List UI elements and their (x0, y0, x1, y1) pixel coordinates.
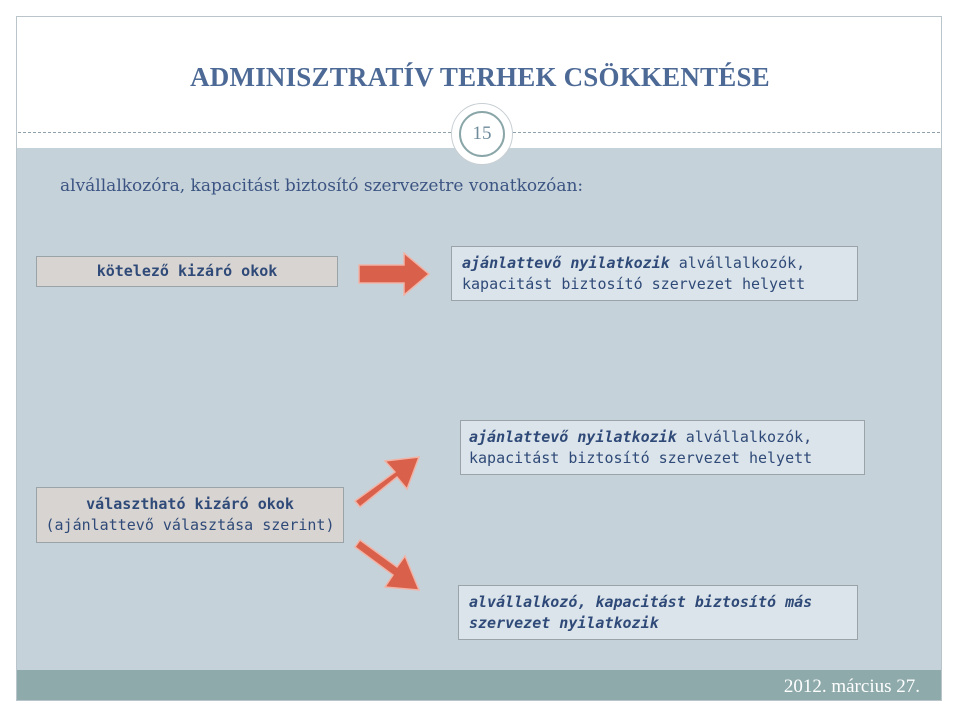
optional-exclusion-box (36, 487, 344, 543)
mandatory-exclusion-box (36, 256, 338, 287)
optional-result-b-line2: szervezet nyilatkozik (469, 614, 659, 632)
optional-result-a-line1 (469, 427, 854, 448)
title-divider-left (18, 132, 456, 133)
page-number: 15 (459, 111, 505, 157)
optional-exclusion-label: választható kizáró okok (86, 495, 294, 513)
arrow-up-right-icon (352, 450, 424, 514)
mandatory-result-line2: kapacitást biztosító szervezet helyett (462, 275, 806, 293)
optional-result-b-box (458, 585, 858, 640)
optional-result-a-rest: alvállalkozók, (685, 428, 813, 446)
mandatory-exclusion-label: kötelező kizáró okok (96, 262, 278, 280)
mandatory-result-emphasis: ajánlattevő nyilatkozik (462, 254, 670, 272)
slide-title: ADMINISZTRATÍV TERHEK CSÖKKENTÉSE (190, 62, 770, 92)
optional-exclusion-sublabel: (ajánlattevő választása szerint) (45, 516, 335, 534)
mandatory-result-line1 (462, 253, 847, 274)
arrow-right-icon (358, 252, 430, 296)
optional-result-a-emphasis: ajánlattevő nyilatkozik (469, 428, 677, 446)
optional-result-b-line1: alvállalkozó, kapacitást biztosító más (469, 593, 813, 611)
mandatory-result-box (451, 246, 858, 301)
mandatory-result-rest: alvállalkozók, (678, 254, 806, 272)
optional-result-a-line2: kapacitást biztosító szervezet helyett (469, 449, 813, 467)
footer-date: 2012. március 27. (783, 676, 920, 697)
arrow-down-right-icon (352, 536, 424, 596)
title-divider-right (508, 132, 940, 133)
optional-result-a-box (460, 420, 865, 475)
intro-text: alvállalkozóra, kapacitást biztosító szervezetre vonatkozóan: (60, 176, 584, 196)
